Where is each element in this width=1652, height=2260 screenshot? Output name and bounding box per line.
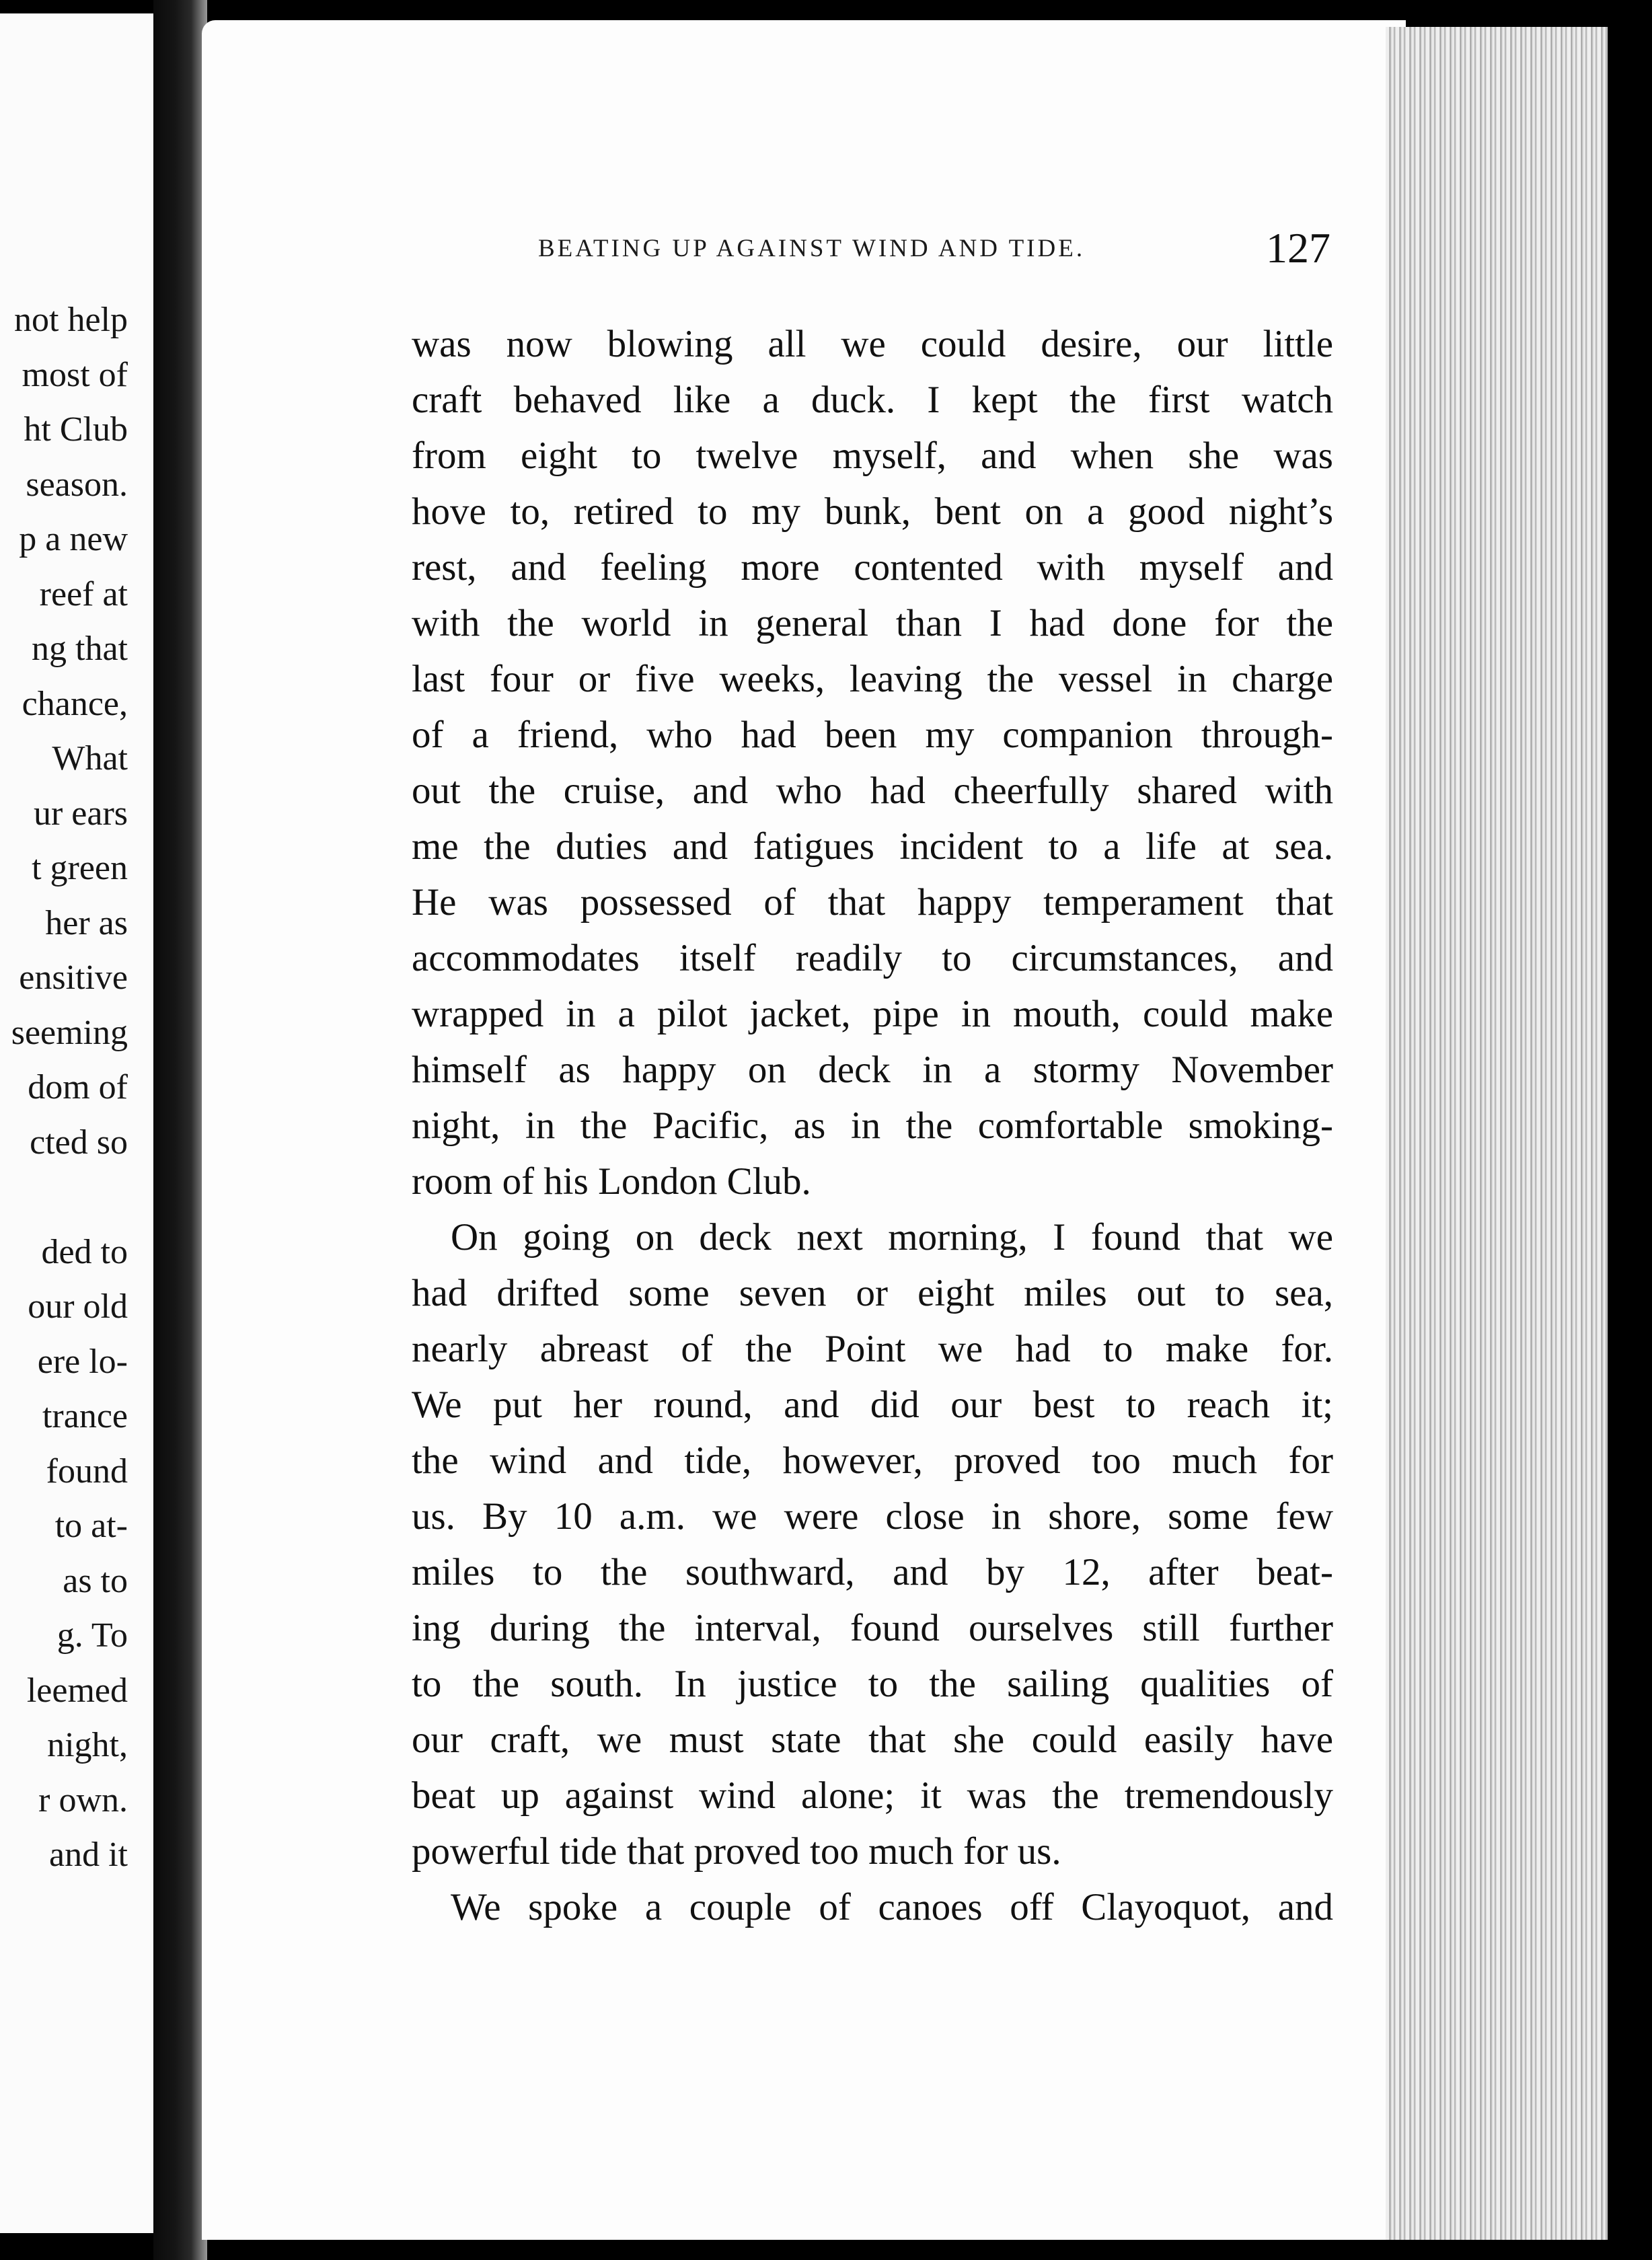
left-page-line: ur ears <box>33 794 128 833</box>
text-line: of a friend, who had been my companion through- <box>412 714 1333 756</box>
left-page-line: most of <box>22 355 128 394</box>
text-line: hove to, retired to my bunk, bent on a good night’s <box>412 490 1333 533</box>
left-page-line: t green <box>32 849 128 887</box>
text-line: out the cruise, and who had cheerfully shared with <box>412 769 1333 812</box>
paragraph <box>412 316 1333 1209</box>
left-page-line: found <box>46 1452 128 1491</box>
text-line: On going on deck next morning, I found that we <box>451 1216 1333 1258</box>
text-line: beat up against wind alone; it was the tremendously <box>412 1774 1333 1817</box>
left-page-line: seeming <box>11 1013 128 1052</box>
page-edges <box>1386 27 1608 2240</box>
left-page-line: r own. <box>38 1780 128 1819</box>
text-line: the wind and tide, however, proved too much for <box>412 1439 1333 1482</box>
text-line: We spoke a couple of canoes off Clayoquot, and <box>451 1886 1333 1928</box>
text-line: with the world in general than I had done for the <box>412 602 1333 644</box>
left-page-line: ng that <box>32 630 128 668</box>
text-line: to the south. In justice to the sailing qualities of <box>412 1663 1333 1705</box>
text-line: miles to the southward, and by 12, after beat- <box>412 1551 1333 1593</box>
left-page-line: not help <box>14 301 128 339</box>
left-page-line: dom of <box>28 1068 128 1106</box>
text-line: nearly abreast of the Point we had to make for. <box>412 1328 1333 1370</box>
text-line: last four or five weeks, leaving the vessel in charge <box>412 658 1333 700</box>
text-line: from eight to twelve myself, and when she was <box>412 435 1333 477</box>
left-page-line: to at- <box>54 1507 128 1545</box>
left-page-line: trance <box>42 1397 128 1435</box>
text-line: us. By 10 a.m. we were close in shore, some few <box>412 1495 1333 1538</box>
left-page-line: What <box>52 739 128 778</box>
body-text <box>412 316 1333 1935</box>
left-page-line: her as <box>45 903 128 942</box>
text-line: accommodates itself readily to circumstances, and <box>412 937 1333 979</box>
text-line: had drifted some seven or eight miles out to sea, <box>412 1272 1333 1314</box>
left-page-line: our old <box>28 1287 128 1326</box>
left-page-line: g. To <box>57 1616 128 1655</box>
text-line: room of his London Club. <box>412 1160 811 1203</box>
text-line: We put her round, and did our best to reach it; <box>412 1384 1333 1426</box>
left-page-line: night, <box>47 1726 128 1764</box>
left-page-line: cted so <box>30 1123 128 1162</box>
previous-page-edge <box>0 13 153 2233</box>
paragraph <box>412 1209 1333 1879</box>
left-page-line: chance, <box>22 684 128 723</box>
text-line: powerful tide that proved too much for us. <box>412 1830 1061 1873</box>
text-line: rest, and feeling more contented with myself and <box>412 546 1333 589</box>
book-page <box>202 20 1406 2240</box>
paragraph <box>412 1879 1333 1935</box>
text-line: our craft, we must state that she could easily have <box>412 1719 1333 1761</box>
text-line: himself as happy on deck in a stormy November <box>412 1049 1333 1091</box>
text-line: craft behaved like a duck. I kept the first watch <box>412 379 1333 421</box>
left-page-line: as to <box>63 1561 128 1600</box>
left-page-line: p a new <box>19 520 128 558</box>
left-page-line: and it <box>49 1836 128 1874</box>
text-line: ing during the interval, found ourselves still further <box>412 1607 1333 1649</box>
left-page-line: ded to <box>41 1232 128 1271</box>
text-line: wrapped in a pilot jacket, pipe in mouth, could make <box>412 993 1333 1035</box>
left-page-line: reef at <box>39 574 128 613</box>
page-number: 127 <box>1266 224 1330 272</box>
left-page-line: leemed <box>26 1671 128 1710</box>
left-page-line: ere lo- <box>37 1342 128 1381</box>
left-page-line: ht Club <box>24 410 128 449</box>
text-line: night, in the Pacific, as in the comfortable smoking- <box>412 1104 1333 1147</box>
text-line: me the duties and fatigues incident to a life at sea. <box>412 825 1333 868</box>
running-head: BEATING UP AGAINST WIND AND TIDE. <box>538 235 1086 262</box>
text-line: He was possessed of that happy temperament that <box>412 881 1333 924</box>
text-line: was now blowing all we could desire, our little <box>412 323 1333 365</box>
left-page-line: season. <box>26 465 128 504</box>
left-page-line: ensitive <box>19 958 128 997</box>
book-gutter <box>153 0 207 2260</box>
